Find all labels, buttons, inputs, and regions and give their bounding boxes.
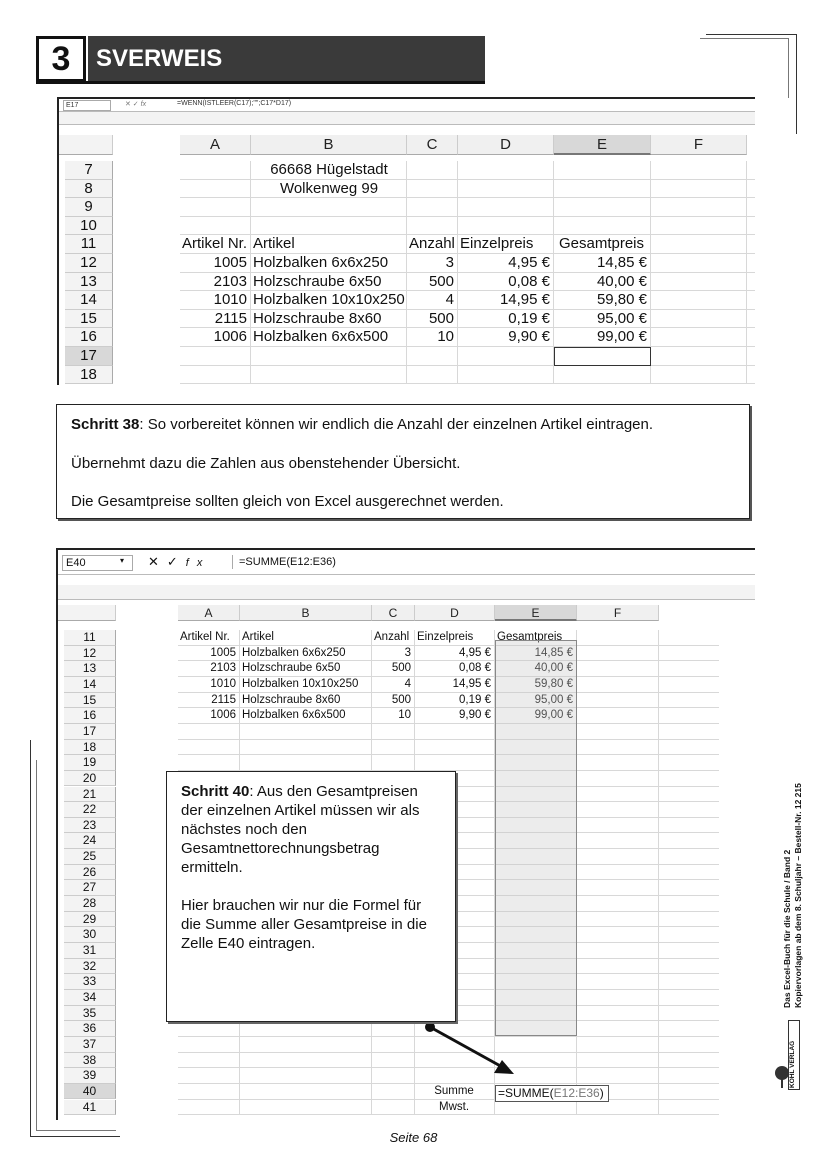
instruction-box-step-40	[166, 771, 456, 1022]
column-header-d[interactable]: D	[458, 135, 554, 155]
row-header[interactable]: 24	[64, 833, 116, 849]
cell-a15[interactable]: 2115	[214, 309, 247, 327]
cell-e16[interactable]: 99,00 €	[596, 328, 647, 346]
cell-b7[interactable]: 66668 Hügelstadt	[270, 161, 388, 178]
grid-line	[178, 739, 719, 740]
cell-b11[interactable]: Artikel	[242, 631, 274, 643]
cell-b14[interactable]: Holzbalken 10x10x250	[253, 291, 405, 309]
cell-a16[interactable]: 1006	[213, 328, 247, 346]
cell-b12[interactable]: Holzbalken 6x6x250	[242, 646, 346, 659]
row-header[interactable]: 11	[64, 630, 116, 646]
publisher-logo	[774, 1018, 800, 1090]
formula-input[interactable]: =SUMME(E12:E36)	[232, 555, 755, 569]
column-header-b[interactable]: B	[251, 135, 407, 155]
spreadsheet-screenshot-1	[57, 97, 755, 385]
row-header[interactable]: 21	[64, 787, 116, 803]
cell-d11[interactable]: Einzelpreis	[417, 631, 474, 643]
row-header[interactable]: 18	[65, 366, 113, 385]
row-header[interactable]: 12	[64, 646, 116, 662]
row-header[interactable]: 36	[64, 1021, 116, 1037]
cell-b16[interactable]: Holzbalken 6x6x500	[253, 328, 389, 346]
cell-d14[interactable]: 14,95 €	[452, 677, 491, 690]
column-header-e[interactable]: E	[495, 605, 577, 621]
grid-line	[178, 754, 719, 755]
sidebar-text: Das Excel-Buch für die Schule / Band 2	[782, 849, 792, 1008]
column-header-b[interactable]: B	[240, 605, 372, 621]
row-header[interactable]: 22	[64, 802, 116, 818]
formula-input[interactable]: =WENN(ISTLEER(C17);"";C17*D17)	[177, 100, 292, 107]
logo-text: KOHL VERLAG	[789, 1040, 796, 1088]
step-text: : Aus den Gesamtpreisen der einzelnen Artikel müssen wir als nächstes noch den Gesamtnettorechnungsbetrag ermitteln.	[181, 783, 420, 876]
cell-a15[interactable]: 2115	[211, 693, 236, 706]
frame-line	[788, 38, 789, 98]
row-header[interactable]: 16	[64, 708, 116, 724]
grid-line	[180, 365, 755, 366]
cell-e15[interactable]: 95,00 €	[534, 693, 573, 706]
cell-e15[interactable]: 95,00 €	[596, 309, 647, 327]
grid-line	[746, 161, 747, 384]
frame-line	[30, 740, 31, 1136]
cell-b13[interactable]: Holzschraube 6x50	[253, 272, 382, 290]
instruction-box-step-38	[56, 404, 750, 519]
row-header[interactable]: 39	[64, 1068, 116, 1084]
cell-edit-e40[interactable]: =SUMME(E12:E36)	[495, 1085, 609, 1102]
cell-a14[interactable]: 1010	[213, 291, 247, 309]
cell-c13[interactable]: 500	[391, 662, 411, 675]
cell-c14[interactable]: 4	[404, 677, 411, 690]
cell-e14[interactable]: 59,80 €	[534, 677, 573, 690]
cell-d16[interactable]: 9,90 €	[508, 328, 550, 346]
cell-c15[interactable]: 500	[428, 309, 454, 327]
row-header[interactable]: 32	[64, 959, 116, 975]
row-header[interactable]: 14	[64, 677, 116, 693]
chapter-number: 3	[36, 36, 86, 82]
frame-line	[796, 34, 797, 134]
grid-line	[658, 630, 659, 1115]
cell-d11[interactable]: Einzelpreis	[460, 235, 534, 253]
formula-controls-icon[interactable]: ✕✓fx	[148, 554, 211, 569]
cell-c15[interactable]: 500	[391, 693, 411, 706]
row-header[interactable]: 14	[65, 291, 113, 310]
row-header[interactable]: 30	[64, 927, 116, 943]
cell-a13[interactable]: 2103	[213, 272, 247, 290]
row-header[interactable]: 13	[65, 273, 113, 292]
row-header[interactable]: 35	[64, 1006, 116, 1022]
row-header[interactable]: 20	[64, 771, 116, 787]
cell-c11[interactable]: Anzahl	[374, 631, 410, 643]
name-box[interactable]: E40	[62, 555, 133, 571]
cell-d12[interactable]: 4,95 €	[459, 646, 491, 659]
row-header[interactable]: 16	[65, 328, 113, 347]
row-header[interactable]: 8	[65, 180, 113, 199]
row-header[interactable]: 17	[64, 724, 116, 740]
row-header[interactable]: 11	[65, 235, 113, 254]
publisher-sidebar	[782, 778, 804, 1008]
cell-b8[interactable]: Wolkenweg 99	[279, 179, 379, 197]
cell-a12[interactable]: 1005	[213, 254, 247, 271]
row-header[interactable]: 17	[65, 347, 113, 366]
frame-line	[700, 38, 788, 39]
formula-bar	[59, 99, 755, 112]
grid-line	[180, 383, 755, 384]
select-all-corner[interactable]	[58, 605, 116, 621]
cell-d13[interactable]: 0,08 €	[508, 272, 550, 290]
step-text: : So vorbereitet können wir endlich die Anzahl der einzelnen Artikel eintragen.	[139, 416, 654, 433]
cell-e13[interactable]: 40,00 €	[534, 662, 573, 675]
row-header[interactable]: 41	[64, 1100, 116, 1116]
cell-c13[interactable]: 500	[428, 272, 454, 290]
cell-a11[interactable]: Artikel Nr.	[180, 631, 230, 643]
cell-a16[interactable]: 1006	[210, 709, 236, 722]
chapter-title: SVERWEIS	[88, 36, 485, 82]
formula-bar	[58, 550, 755, 575]
select-all-corner[interactable]	[59, 135, 113, 155]
formula-controls-icon[interactable]: ✕ ✓ fx	[125, 101, 147, 108]
step-text: Übernehmt dazu die Zahlen aus obenstehender Übersicht.	[71, 455, 461, 472]
step-label: Schritt 40	[181, 783, 250, 800]
cell-c12[interactable]: 3	[404, 646, 411, 659]
column-header-c[interactable]: C	[372, 605, 415, 621]
cell-e13[interactable]: 40,00 €	[596, 272, 647, 290]
row-header[interactable]: 28	[64, 896, 116, 912]
column-header-f[interactable]: F	[651, 135, 747, 155]
column-header-f[interactable]: F	[577, 605, 659, 621]
frame-line	[706, 34, 796, 35]
cell-a12[interactable]: 1005	[210, 646, 236, 659]
row-header[interactable]: 26	[64, 865, 116, 881]
header-underline	[36, 81, 485, 84]
grid-line	[180, 216, 755, 217]
ruler	[59, 112, 755, 125]
cell-d14[interactable]: 14,95 €	[499, 291, 550, 309]
step-text: Hier brauchen wir nur die Formel für die Summe aller Gesamtpreise in die Zelle E40 eintragen.	[181, 897, 427, 952]
cell-b15[interactable]: Holzschraube 8x60	[253, 309, 382, 327]
row-header[interactable]: 15	[65, 310, 113, 329]
row-header[interactable]: 27	[64, 880, 116, 896]
chevron-down-icon[interactable]: ▾	[120, 556, 125, 565]
row-header[interactable]: 40	[64, 1084, 116, 1100]
cell-b15[interactable]: Holzschraube 8x60	[242, 693, 341, 706]
cell-d16[interactable]: 9,90 €	[459, 709, 491, 722]
step-label: Schritt 38	[71, 416, 140, 433]
cell-d15[interactable]: 0,19 €	[459, 693, 491, 706]
cell-c16[interactable]: 10	[398, 709, 411, 722]
row-header[interactable]: 15	[64, 693, 116, 709]
cell-d13[interactable]: 0,08 €	[459, 662, 491, 675]
cell-b12[interactable]: Holzbalken 6x6x250	[253, 254, 389, 271]
row-header[interactable]: 37	[64, 1037, 116, 1053]
cell-d12[interactable]: 4,95 €	[508, 254, 550, 271]
cell-a11[interactable]: Artikel Nr.	[182, 235, 248, 253]
row-header[interactable]: 25	[64, 849, 116, 865]
step-text: Die Gesamtpreise sollten gleich von Excel ausgerechnet werden.	[71, 493, 504, 510]
row-header[interactable]: 23	[64, 818, 116, 834]
row-header[interactable]: 31	[64, 943, 116, 959]
cell-e14[interactable]: 59,80 €	[596, 291, 647, 309]
column-header-e[interactable]: E	[554, 135, 651, 155]
row-header[interactable]: 18	[64, 740, 116, 756]
page-number: Seite 68	[389, 1130, 438, 1145]
row-header[interactable]: 19	[64, 755, 116, 771]
cell-c16[interactable]: 10	[437, 328, 454, 346]
row-header[interactable]: 10	[65, 217, 113, 236]
column-header-a[interactable]: A	[178, 605, 240, 621]
cell-d40[interactable]: Summe	[434, 1084, 474, 1097]
row-header[interactable]: 9	[65, 198, 113, 217]
cell-b14[interactable]: Holzbalken 10x10x250	[242, 677, 359, 690]
row-header[interactable]: 34	[64, 990, 116, 1006]
cell-e11[interactable]: Gesamtpreis	[497, 631, 563, 643]
cell-b13[interactable]: Holzschraube 6x50	[242, 662, 341, 675]
selected-range-highlight	[495, 640, 577, 1036]
cell-e12[interactable]: 14,85 €	[596, 254, 647, 271]
row-header[interactable]: 33	[64, 974, 116, 990]
cell-e11[interactable]: Gesamtpreis	[558, 235, 645, 253]
cell-c11[interactable]: Anzahl	[409, 235, 455, 253]
frame-line	[36, 760, 37, 1130]
name-box[interactable]: E17	[63, 100, 111, 111]
cell-d15[interactable]: 0,19 €	[508, 309, 550, 327]
cell-d41[interactable]: Mwst.	[438, 1100, 470, 1113]
cell-e12[interactable]: 14,85 €	[534, 646, 573, 659]
row-header[interactable]: 7	[65, 161, 113, 180]
arrow-icon	[420, 1018, 530, 1088]
cell-c14[interactable]: 4	[445, 291, 454, 309]
grid-line	[457, 161, 458, 384]
cell-a13[interactable]: 2103	[210, 662, 236, 675]
column-header-c[interactable]: C	[407, 135, 458, 155]
cell-b16[interactable]: Holzbalken 6x6x500	[242, 709, 346, 722]
cell-b11[interactable]: Artikel	[253, 235, 295, 253]
row-header[interactable]: 12	[65, 254, 113, 273]
cell-a14[interactable]: 1010	[210, 677, 236, 690]
row-header[interactable]: 29	[64, 912, 116, 928]
row-header[interactable]: 38	[64, 1053, 116, 1069]
tree-logo-icon	[774, 1064, 790, 1090]
row-header[interactable]: 13	[64, 661, 116, 677]
column-header-d[interactable]: D	[415, 605, 495, 621]
active-cell-e17[interactable]	[554, 347, 651, 366]
cell-c12[interactable]: 3	[445, 254, 454, 271]
column-header-a[interactable]: A	[180, 135, 251, 155]
sidebar-text: Kopiervorlagen ab dem 8. Schuljahr – Bestell-Nr. 12 215	[793, 783, 803, 1008]
ruler	[58, 585, 755, 600]
cell-e16[interactable]: 99,00 €	[534, 709, 573, 722]
